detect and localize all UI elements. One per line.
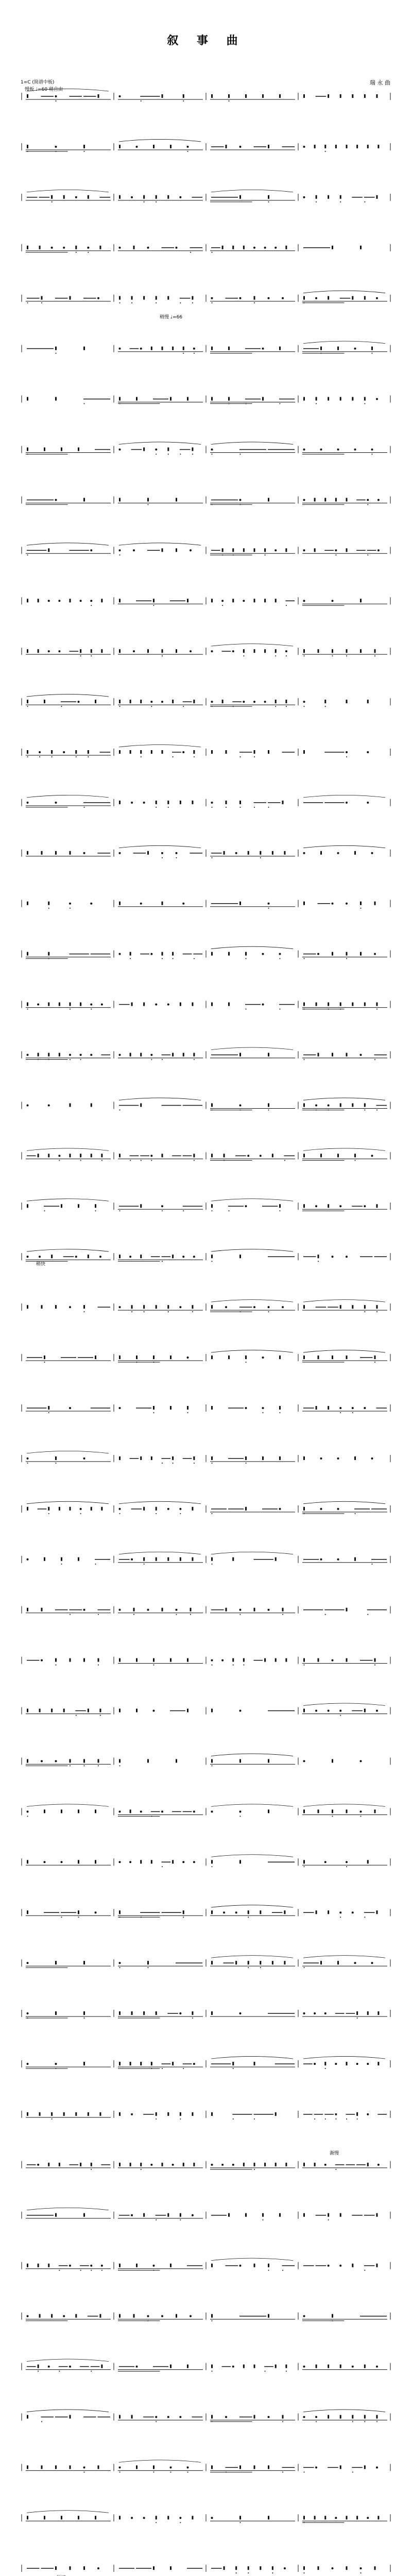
composer-credit: 瑞 永 曲 (370, 79, 390, 86)
notation-line (22, 1249, 390, 1262)
tempo-mark: 稍快 (36, 1262, 46, 1267)
notation-line (22, 1199, 390, 1212)
notation-line (22, 442, 390, 455)
notation-line (22, 644, 390, 657)
notation-line (22, 1754, 390, 1767)
notation-line (22, 1350, 390, 1363)
notation-line (22, 1404, 390, 1413)
notation-line (22, 597, 390, 606)
notation-line (22, 2056, 390, 2069)
notation-line (22, 744, 390, 757)
notation-line (22, 291, 390, 303)
notation-line (22, 543, 390, 556)
notation-line (22, 2359, 390, 2372)
notation-line (22, 2161, 390, 2170)
notation-line (22, 2313, 390, 2321)
notation-line (22, 1552, 390, 1565)
notation-line (22, 1956, 390, 1969)
notation-line (22, 1300, 390, 1313)
notation-line (22, 1855, 390, 1868)
notation-line (22, 244, 390, 253)
notation-line (22, 139, 390, 152)
tempo-mark: 渐慢 (330, 2151, 339, 2156)
notation-line (22, 2410, 390, 2422)
notation-line (22, 2565, 390, 2573)
notation-line (22, 396, 390, 404)
notation-line (22, 1703, 390, 1716)
notation-line (22, 190, 390, 202)
notation-line (22, 1501, 390, 1514)
notation-line (22, 2460, 390, 2473)
tempo-mark: 稍慢 ♩=66 (160, 315, 183, 320)
notation-line (22, 845, 390, 858)
notation-line (22, 1606, 390, 1615)
notation-line (22, 89, 390, 102)
notation-line (22, 946, 390, 959)
notation-line (22, 1905, 390, 1918)
notation-line (22, 1047, 390, 1060)
notation-line (22, 1148, 390, 1161)
notation-line (22, 341, 390, 354)
notation-line (22, 2111, 390, 2120)
notation-line (22, 900, 390, 909)
notation-line (22, 1657, 390, 1666)
notation-line (22, 2208, 390, 2221)
notation-line (22, 1804, 390, 1817)
notation-line (22, 496, 390, 505)
notation-line (22, 2010, 390, 2019)
tempo-mark: 1=C (简谱中板) (21, 80, 55, 85)
notation-line (22, 694, 390, 707)
notation-line (22, 1001, 390, 1010)
notation-line (22, 1098, 390, 1111)
notation-line (22, 1451, 390, 1464)
piece-title: 叙 事 曲 (167, 34, 245, 47)
notation-line (22, 795, 390, 808)
notation-line (22, 2511, 390, 2523)
tempo-mark: 慢板 ♩=60 稍自由 (25, 87, 63, 92)
notation-line (22, 2258, 390, 2271)
